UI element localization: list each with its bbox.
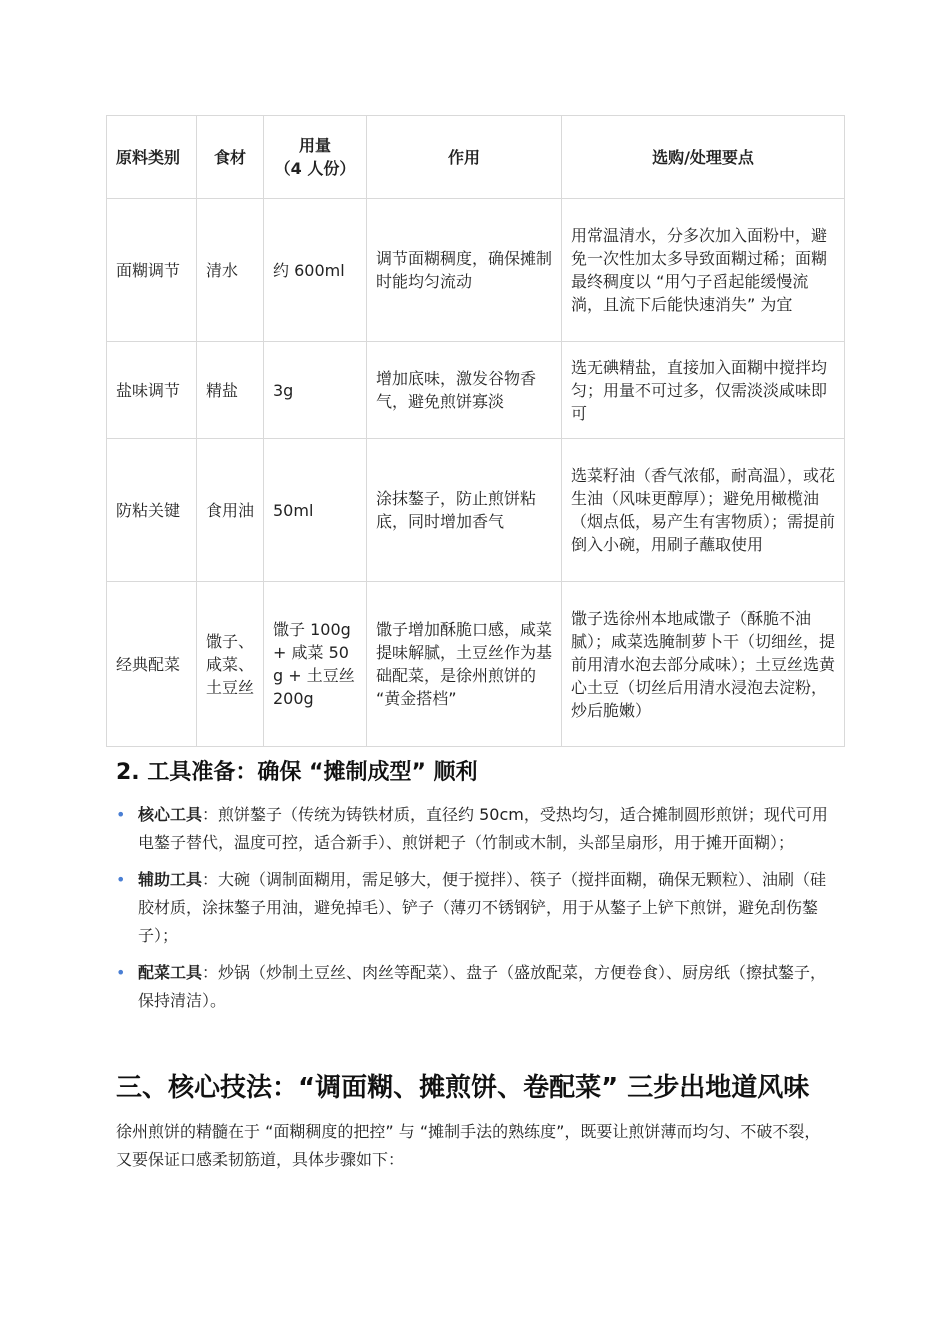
cell-category: 经典配菜 xyxy=(107,582,197,747)
list-item xyxy=(116,959,836,1015)
technique-intro: 徐州煎饼的精髓在于 “面糊稠度的把控” 与 “摊制手法的熟练度”，既要让煎饼薄而均匀、不破不裂，又要保证口感柔韧筋道，具体步骤如下： xyxy=(116,1122,821,1169)
table-row xyxy=(107,199,845,342)
tool-description: ：大碗（调制面糊用，需足够大，便于搅拌）、筷子（搅拌面糊，确保无颗粒）、油刷（硅胶材质，涂抹鏊子用油，避免掉毛）、铲子（薄刃不锈钢铲，用于从鏊子上铲下煎饼，避免刮伤鏊子）； xyxy=(138,870,827,945)
cell-amount: 馓子 100g + 咸菜 50g + 土豆丝 200g xyxy=(264,582,367,747)
cell-effect: 馓子增加酥脆口感，咸菜提味解腻，土豆丝作为基础配菜，是徐州煎饼的 “黄金搭档” xyxy=(367,582,562,747)
cell-effect: 增加底味，激发谷物香气，避免煎饼寡淡 xyxy=(367,342,562,439)
cell-amount: 3g xyxy=(264,342,367,439)
tool-term: 辅助工具 xyxy=(138,870,203,889)
cell-category: 面糊调节 xyxy=(107,199,197,342)
bullet-icon: • xyxy=(116,963,126,982)
header-food: 食材 xyxy=(197,116,264,199)
list-item xyxy=(116,866,836,950)
cell-food: 清水 xyxy=(197,199,264,342)
header-effect: 作用 xyxy=(367,116,562,199)
tools-list xyxy=(116,801,836,1024)
tool-description: ：炒锅（炒制土豆丝、肉丝等配菜）、盘子（盛放配菜，方便卷食）、厨房纸（擦拭鏊子，保持清洁）。 xyxy=(138,963,827,1010)
bullet-icon: • xyxy=(116,870,126,889)
cell-food: 馓子、咸菜、土豆丝 xyxy=(197,582,264,747)
cell-amount: 约 600ml xyxy=(264,199,367,342)
bullet-icon: • xyxy=(116,805,126,824)
table-row xyxy=(107,439,845,582)
cell-tips: 馓子选徐州本地咸馓子（酥脆不油腻）；咸菜选腌制萝卜干（切细丝，提前用清水泡去部分咸味）；土豆丝选黄心土豆（切丝后用清水浸泡去淀粉，炒后脆嫩） xyxy=(562,582,845,747)
table-row xyxy=(107,582,845,747)
header-tips: 选购/处理要点 xyxy=(562,116,845,199)
cell-tips: 用常温清水，分多次加入面粉中，避免一次性加太多导致面糊过稀；面糊最终稠度以 “用勺子舀起能缓慢流淌，且流下后能快速消失” 为宜 xyxy=(562,199,845,342)
header-amount: 用量 （4 人份） xyxy=(264,116,367,199)
cell-effect: 涂抹鏊子，防止煎饼粘底，同时增加香气 xyxy=(367,439,562,582)
cell-effect: 调节面糊稠度，确保摊制时能均匀流动 xyxy=(367,199,562,342)
cell-category: 防粘关键 xyxy=(107,439,197,582)
header-category: 原料类别 xyxy=(107,116,197,199)
tools-section-title: 2. 工具准备：确保 “摊制成型” 顺利 xyxy=(116,760,478,785)
tool-term: 配菜工具 xyxy=(138,963,203,982)
cell-tips: 选无碘精盐，直接加入面糊中搅拌均匀；用量不可过多，仅需淡淡咸味即可 xyxy=(562,342,845,439)
tool-term: 核心工具 xyxy=(138,805,203,824)
cell-category: 盐味调节 xyxy=(107,342,197,439)
table-row xyxy=(107,342,845,439)
cell-tips: 选菜籽油（香气浓郁，耐高温），或花生油（风味更醇厚）；避免用橄榄油（烟点低，易产生有害物质）；需提前倒入小碗，用刷子蘸取使用 xyxy=(562,439,845,582)
list-item xyxy=(116,801,836,857)
tool-description: ：煎饼鏊子（传统为铸铁材质，直径约 50cm，受热均匀，适合摊制圆形煎饼；现代可用电鏊子替代，温度可控，适合新手）、煎饼耙子（竹制或木制，头部呈扇形，用于摊开面糊）； xyxy=(138,805,828,852)
cell-food: 食用油 xyxy=(197,439,264,582)
cell-amount: 50ml xyxy=(264,439,367,582)
cell-food: 精盐 xyxy=(197,342,264,439)
technique-section-title: 三、核心技法：“调面糊、摊煎饼、卷配菜” 三步出地道风味 xyxy=(116,1073,810,1103)
table-header-row xyxy=(107,116,845,199)
ingredients-table xyxy=(106,115,845,747)
